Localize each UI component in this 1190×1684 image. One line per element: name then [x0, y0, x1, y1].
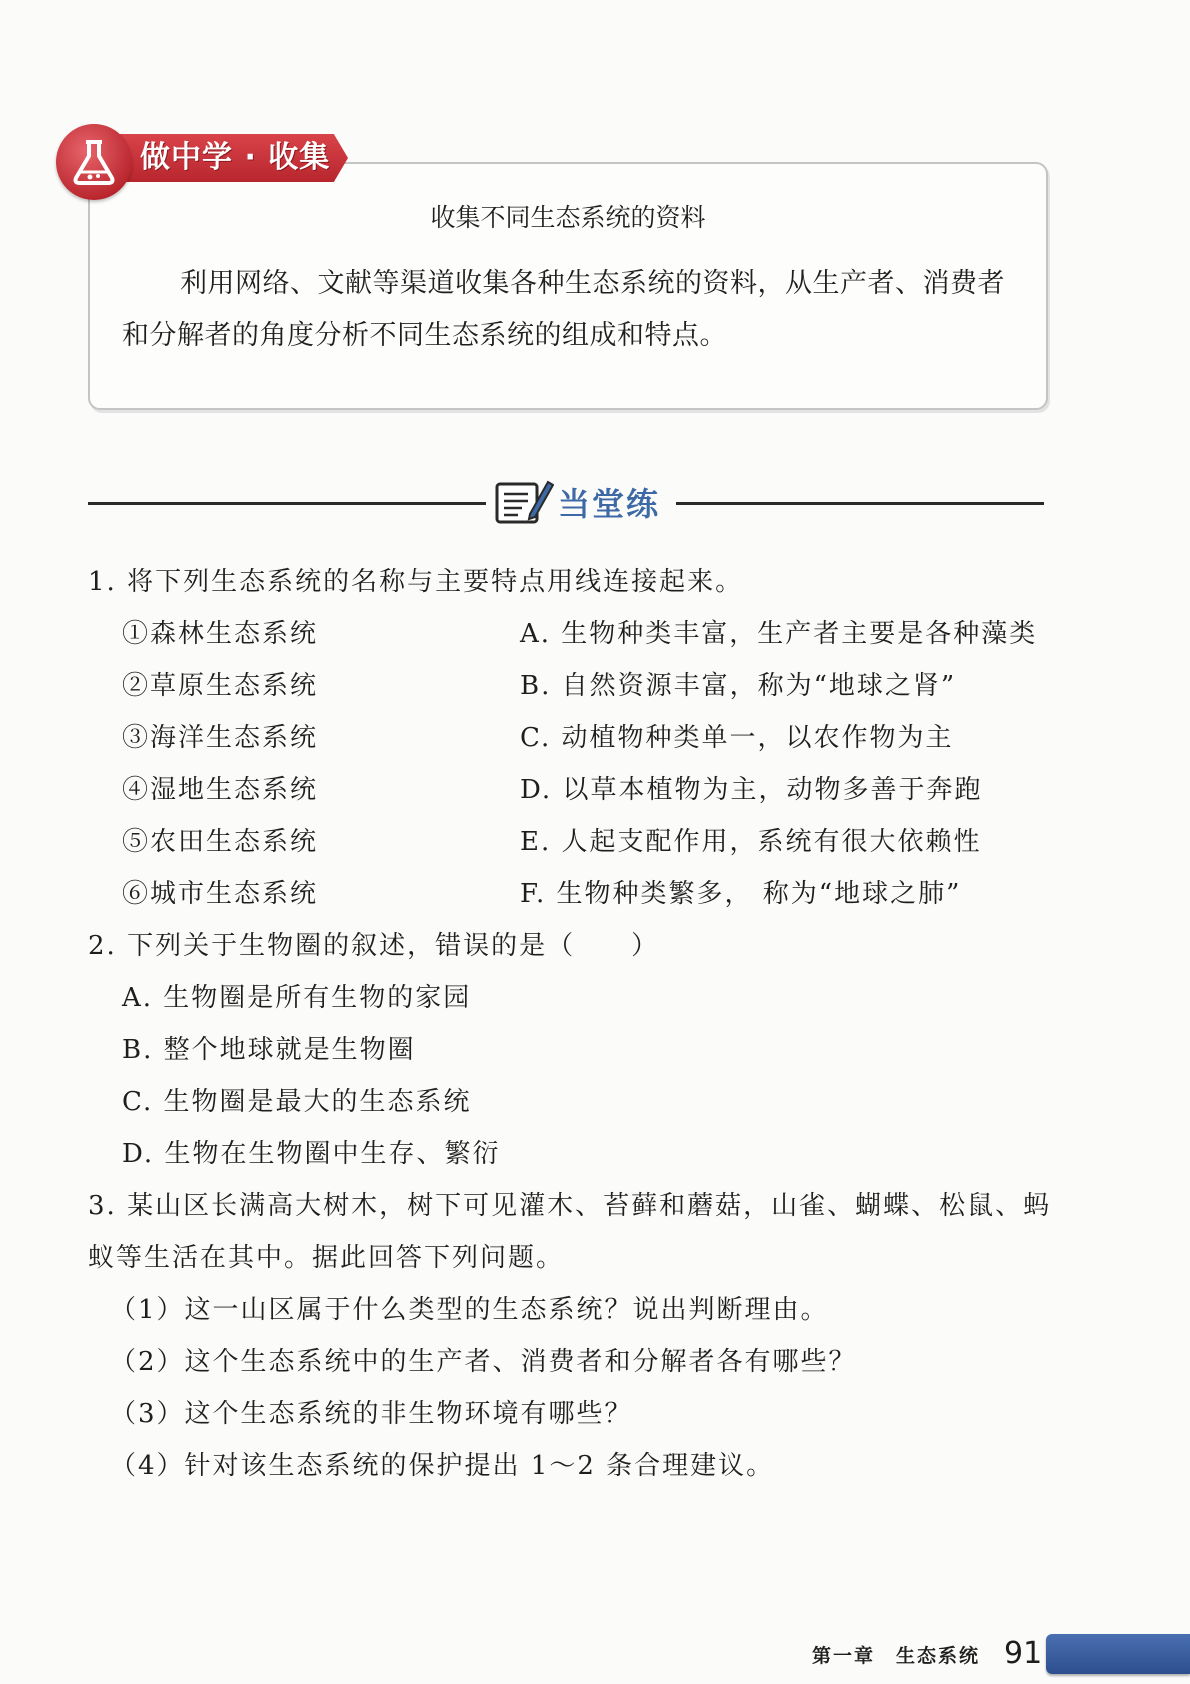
q3-stem-line2: 蚁等生活在其中。据此回答下列问题。 — [88, 1243, 565, 1273]
q1-stem: 1. 将下列生态系统的名称与主要特点用线连接起来。 — [88, 567, 744, 597]
activity-badge-label: 做中学 · 收集 — [140, 140, 331, 175]
q3-sub-question: （3）这个生态系统的非生物环境有哪些？ — [110, 1399, 633, 1429]
q1-right-item: F. 生物种类繁多， 称为“地球之肺” — [520, 879, 962, 909]
header-rule-left — [88, 502, 486, 505]
q1-left-item: ③海洋生态系统 — [122, 723, 319, 753]
q3-sub-question: （1）这一山区属于什么类型的生态系统？说出判断理由。 — [110, 1295, 829, 1325]
q1-right-item: E. 人起支配作用，系统有很大依赖性 — [520, 827, 982, 857]
q1-left-item: ②草原生态系统 — [122, 671, 319, 701]
q1-right-item: A. 生物种类丰富，生产者主要是各种藻类 — [520, 619, 1038, 649]
header-rule-right — [676, 502, 1044, 505]
page-tab-marker — [1046, 1634, 1190, 1674]
lab-flask-icon — [56, 124, 132, 200]
q3-sub-question: （4）针对该生态系统的保护提出 1～2 条合理建议。 — [110, 1451, 775, 1481]
activity-text: 利用网络、文献等渠道收集各种生态系统的资料，从生产者、消费者和分解者的角度分析不同生态系统的组成和特点。 — [122, 268, 1005, 351]
q1-left-item: ⑤农田生态系统 — [122, 827, 319, 857]
activity-title: 收集不同生态系统的资料 — [430, 203, 706, 232]
q2-stem: 2. 下列关于生物圈的叙述，错误的是（ ） — [88, 931, 660, 961]
q3-sub-question: （2）这个生态系统中的生产者、消费者和分解者各有哪些？ — [110, 1347, 857, 1377]
practice-title: 当堂练 — [558, 485, 661, 523]
q1-left-item: ④湿地生态系统 — [122, 775, 319, 805]
q2-option: C. 生物圈是最大的生态系统 — [122, 1087, 472, 1117]
q2-option: A. 生物圈是所有生物的家园 — [122, 983, 472, 1013]
q2-option: D. 生物在生物圈中生存、繁衍 — [122, 1139, 501, 1169]
q1-left-item: ⑥城市生态系统 — [122, 879, 319, 909]
q1-right-item: B. 自然资源丰富，称为“地球之肾” — [520, 671, 957, 701]
q3-stem-line1: 3. 某山区长满高大树木，树下可见灌木、苔藓和蘑菇，山雀、蝴蝶、松鼠、蚂 — [88, 1191, 1052, 1221]
page-number: 91 — [1004, 1636, 1043, 1671]
notebook-pencil-icon — [494, 474, 554, 528]
q1-right-item: C. 动植物种类单一，以农作物为主 — [520, 723, 954, 753]
q2-option: B. 整个地球就是生物圈 — [122, 1035, 416, 1065]
q1-right-item: D. 以草本植物为主，动物多善于奔跑 — [520, 775, 983, 805]
chapter-label: 第一章 生态系统 — [812, 1645, 981, 1667]
q1-left-item: ①森林生态系统 — [122, 619, 319, 649]
